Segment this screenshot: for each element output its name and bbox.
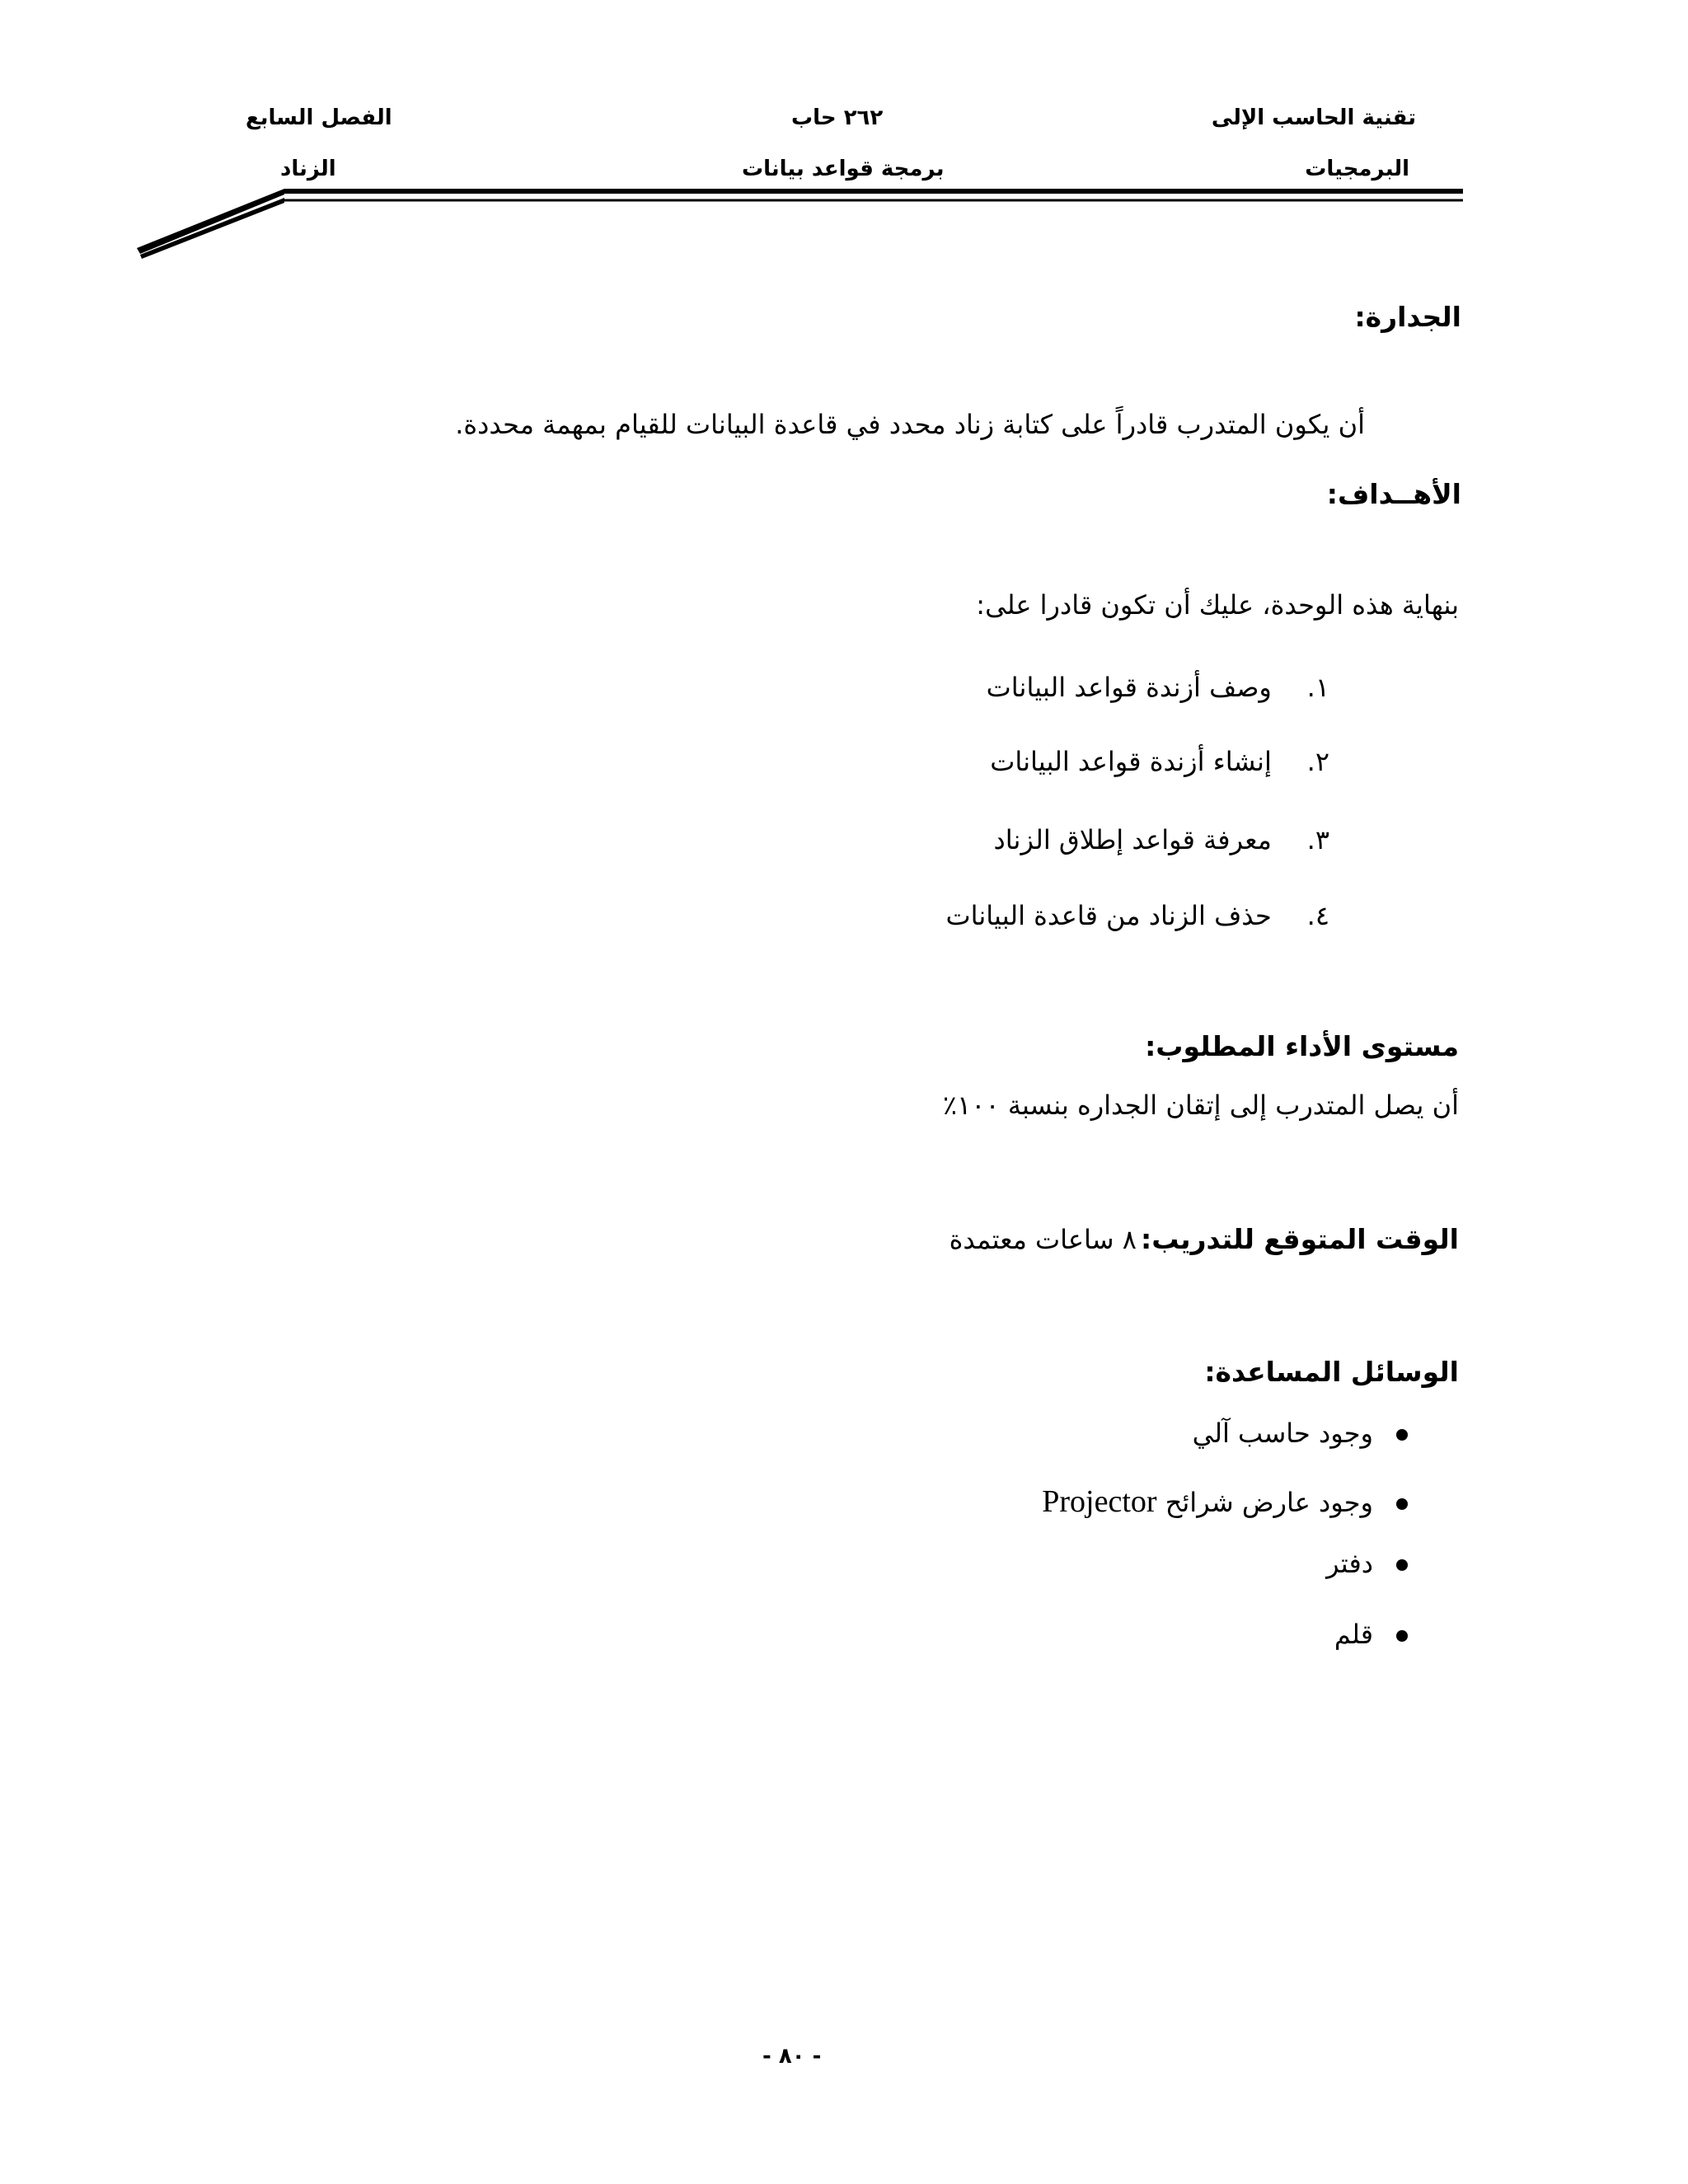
objectives-heading: الأهــداف:: [1326, 478, 1461, 510]
aid-text: وجود حاسب آلي: [1192, 1418, 1373, 1449]
header-chapter-title: الزناد: [280, 157, 336, 181]
objectives-intro: بنهاية هذه الوحدة، عليك أن تكون قادرا على:: [976, 589, 1459, 621]
aid-text: قلم: [1334, 1619, 1373, 1650]
training-time: [950, 1223, 1459, 1255]
competency-text: أن يكون المتدرب قادراً على كتابة زناد محدد في قاعدة البيانات للقيام بمهمة محددة.: [455, 409, 1365, 440]
objective-item-4: [946, 900, 1330, 931]
objective-text: وصف أزندة قواعد البيانات: [986, 672, 1272, 703]
objective-number: ١.: [1306, 672, 1329, 703]
aid-item-3: [1326, 1548, 1408, 1579]
bullet-icon: [1396, 1559, 1408, 1571]
aid-item-4: [1334, 1619, 1408, 1650]
objective-item-3: [994, 824, 1329, 855]
performance-heading: مستوى الأداء المطلوب:: [1145, 1030, 1459, 1062]
aid-latin-text: Projector: [1042, 1484, 1157, 1519]
objective-text: حذف الزناد من قاعدة البيانات: [945, 900, 1272, 931]
objective-number: ٤.: [1306, 900, 1329, 931]
performance-text: أن يصل المتدرب إلى إتقان الجداره بنسبة ١٠٠٪: [942, 1090, 1459, 1121]
objective-item-1: [987, 672, 1329, 703]
aid-text: وجود عارض شرائح: [1165, 1487, 1373, 1518]
header-course-code: ٢٦٢ حاب: [791, 105, 884, 130]
aid-item-1: [1193, 1418, 1408, 1449]
aid-item-2: [1042, 1483, 1408, 1520]
aid-text: دفتر: [1326, 1548, 1373, 1579]
page-number: - ٨٠ -: [762, 2044, 822, 2069]
competency-heading: الجدارة:: [1354, 301, 1461, 333]
header-chapter: الفصل السابع: [246, 105, 392, 130]
header-rule: [0, 0, 1688, 272]
bullet-icon: [1396, 1429, 1408, 1441]
training-time-label: الوقت المتوقع للتدريب:: [1141, 1223, 1459, 1255]
header-org-title: تقنية الحاسب الإلى: [1211, 105, 1416, 130]
bullet-icon: [1396, 1630, 1408, 1642]
objective-number: ٢.: [1306, 746, 1329, 777]
header-course-name: برمجة قواعد بيانات: [742, 157, 945, 181]
objective-text: معرفة قواعد إطلاق الزناد: [993, 824, 1272, 855]
aids-heading: الوسائل المساعدة:: [1204, 1356, 1459, 1388]
bullet-icon: [1396, 1498, 1408, 1510]
objective-item-2: [990, 746, 1329, 777]
objective-text: إنشاء أزندة قواعد البيانات: [990, 746, 1272, 777]
training-time-value: ٨ ساعات معتمدة: [949, 1224, 1137, 1255]
header-department: البرمجيات: [1305, 157, 1409, 181]
objective-number: ٣.: [1306, 824, 1329, 855]
